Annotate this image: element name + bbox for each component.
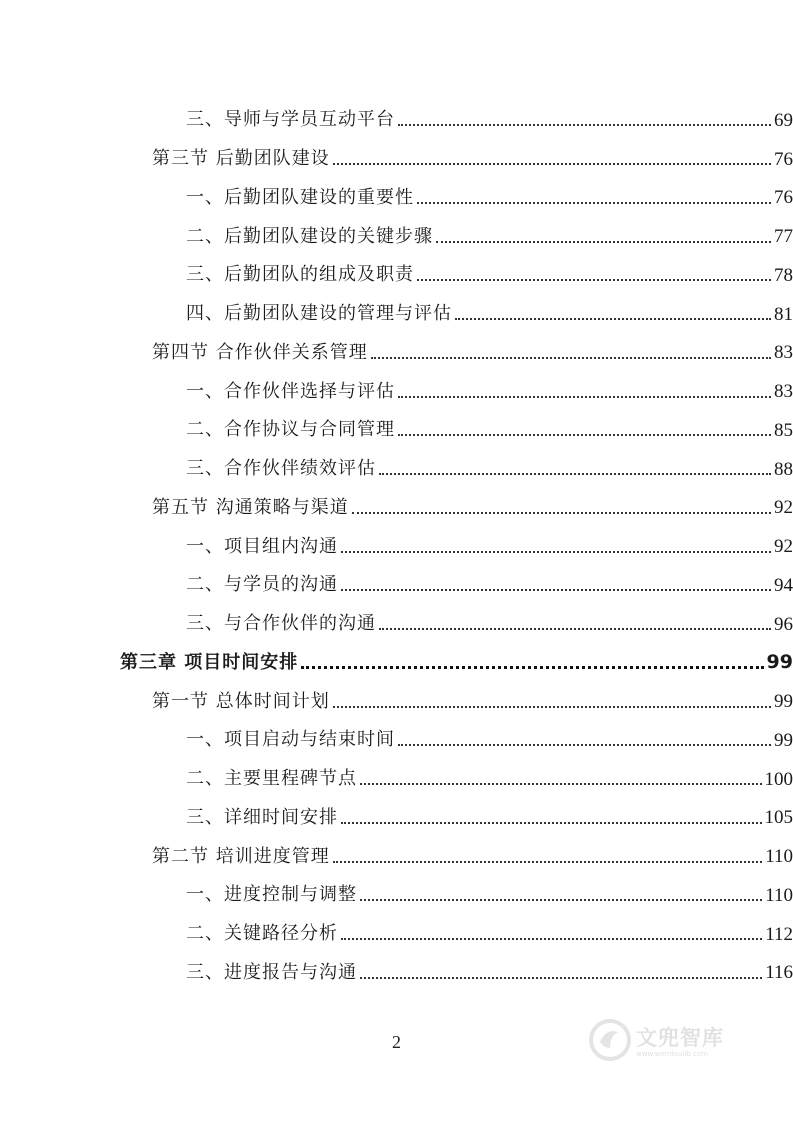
toc-entry-label: 一、项目组内沟通: [186, 535, 338, 557]
toc-entry[interactable]: [0, 915, 793, 954]
toc-entry[interactable]: [0, 450, 793, 489]
watermark-title: 文兜智库: [636, 1026, 724, 1050]
toc-entry-label: 三、后勤团队的组成及职责: [186, 264, 414, 286]
toc-entry-page: 76: [774, 148, 793, 170]
toc-entry-label: 第四节 合作伙伴关系管理: [152, 341, 368, 363]
toc-entry-line: [186, 111, 793, 130]
toc-entry-page: 77: [774, 226, 793, 248]
toc-entry-line: [152, 498, 793, 517]
toc-entry[interactable]: [0, 140, 793, 179]
toc-entry-line: [186, 770, 793, 789]
toc-entry-page: 99: [766, 651, 793, 674]
toc-entry-page: 88: [774, 458, 793, 480]
toc-entry-line: [186, 188, 793, 207]
toc-entry[interactable]: [0, 256, 793, 295]
toc-entry-label: 三、详细时间安排: [186, 806, 338, 828]
toc-dot-leader: [417, 202, 771, 204]
toc-entry-label: 第二节 培训进度管理: [152, 845, 330, 867]
toc-entry-line: [186, 576, 793, 595]
toc-dot-leader: [360, 783, 762, 785]
toc-entry-page: 96: [774, 613, 793, 635]
toc-entry-line: [186, 925, 793, 944]
toc-entry-label: 三、合作伙伴绩效评估: [186, 458, 376, 480]
toc-entry-label: 四、后勤团队建设的管理与评估: [186, 303, 452, 325]
toc-dot-leader: [301, 666, 763, 669]
toc-dot-leader: [360, 899, 762, 901]
toc-entry-line: [152, 692, 793, 711]
toc-entry-line: [120, 653, 793, 672]
toc-entry-label: 第三节 后勤团队建设: [152, 148, 330, 170]
toc-dot-leader: [341, 938, 762, 940]
toc-entry-line: [186, 421, 793, 440]
toc-entry-page: 99: [774, 691, 793, 713]
toc-entry[interactable]: [0, 217, 793, 256]
toc-entry[interactable]: [0, 799, 793, 838]
toc-entry-label: 二、合作协议与合同管理: [186, 419, 395, 441]
toc-entry-label: 一、进度控制与调整: [186, 884, 357, 906]
toc-dot-leader: [341, 551, 771, 553]
toc-entry[interactable]: [0, 179, 793, 218]
toc-entry-page: 112: [765, 923, 793, 945]
toc-entry-page: 99: [774, 729, 793, 751]
toc-dot-leader: [341, 589, 771, 591]
toc-entry-line: [186, 305, 793, 324]
toc-entry-page: 116: [765, 962, 793, 984]
toc-entry-line: [186, 266, 793, 285]
toc-dot-leader: [436, 241, 771, 243]
toc-entry-page: 83: [774, 342, 793, 364]
toc-entry[interactable]: [0, 372, 793, 411]
toc-entry[interactable]: [0, 605, 793, 644]
toc-dot-leader: [398, 744, 771, 746]
watermark-url: www.wendoulib.com: [636, 1050, 708, 1058]
toc-entry-line: [186, 227, 793, 246]
toc-entry-label: 二、关键路径分析: [186, 923, 338, 945]
toc-entry-line: [152, 150, 793, 169]
toc-entry-label: 二、主要里程碑节点: [186, 768, 357, 790]
toc-dot-leader: [379, 628, 771, 630]
toc-entry[interactable]: [0, 411, 793, 450]
toc-entry-page: 105: [764, 807, 793, 829]
toc-dot-leader: [333, 163, 771, 165]
toc-entry[interactable]: [0, 566, 793, 605]
toc-entry-label: 一、项目启动与结束时间: [186, 729, 395, 751]
toc-entry-page: 110: [765, 846, 793, 868]
toc-entry[interactable]: [0, 954, 793, 993]
toc-entry-label: 第三章 项目时间安排: [120, 651, 299, 673]
toc-dot-leader: [398, 124, 771, 126]
toc-entry-page: 78: [774, 264, 793, 286]
toc-entry-label: 二、与学员的沟通: [186, 574, 338, 596]
toc-dot-leader: [398, 396, 771, 398]
toc-entry[interactable]: [0, 760, 793, 799]
toc-entry[interactable]: [0, 101, 793, 140]
toc-entry-line: [186, 731, 793, 750]
toc-entry-label: 二、后勤团队建设的关键步骤: [186, 225, 433, 247]
toc-entry-line: [186, 615, 793, 634]
toc-entry[interactable]: [0, 489, 793, 528]
toc-entry-label: 一、后勤团队建设的重要性: [186, 186, 414, 208]
toc-dot-leader: [398, 434, 771, 436]
toc-entry-label: 一、合作伙伴选择与评估: [186, 380, 395, 402]
toc-entry-line: [186, 886, 793, 905]
toc-entry-page: 92: [774, 536, 793, 558]
toc-dot-leader: [371, 357, 771, 359]
toc-entry[interactable]: [0, 682, 793, 721]
toc-entry[interactable]: [0, 295, 793, 334]
toc-entry[interactable]: [0, 721, 793, 760]
toc-dot-leader: [341, 822, 762, 824]
toc-entry-label: 第一节 总体时间计划: [152, 690, 330, 712]
toc-dot-leader: [333, 706, 771, 708]
page-number: 2: [392, 1032, 401, 1052]
toc-entry-page: 83: [774, 381, 793, 403]
toc-dot-leader: [360, 977, 762, 979]
toc-entry-line: [186, 808, 793, 827]
toc-entry-label: 三、进度报告与沟通: [186, 961, 357, 983]
toc-dot-leader: [417, 279, 771, 281]
toc-entry-page: 85: [774, 419, 793, 441]
wendou-logo-icon: [588, 1018, 632, 1062]
toc-entry-line: [186, 382, 793, 401]
watermark: [588, 1018, 724, 1062]
toc-entry-page: 110: [765, 884, 793, 906]
toc-entry-label: 第五节 沟通策略与渠道: [152, 496, 349, 518]
toc-entry-line: [152, 343, 793, 362]
toc-entry[interactable]: [0, 334, 793, 373]
toc-entry-label: 三、与合作伙伴的沟通: [186, 613, 376, 635]
toc-dot-leader: [455, 318, 771, 320]
toc-entry-page: 100: [764, 768, 793, 790]
toc-entry[interactable]: [0, 644, 793, 683]
toc-entry-line: [152, 847, 793, 866]
toc-entry-line: [186, 460, 793, 479]
toc-entry[interactable]: [0, 527, 793, 566]
toc-entry-page: 76: [774, 187, 793, 209]
toc-entry-line: [186, 537, 793, 556]
toc-dot-leader: [352, 512, 771, 514]
toc-entry-page: 69: [774, 109, 793, 131]
toc-entry-page: 81: [774, 303, 793, 325]
toc-dot-leader: [333, 861, 762, 863]
toc-entry[interactable]: [0, 876, 793, 915]
toc-entry[interactable]: [0, 837, 793, 876]
toc-entry-line: [186, 963, 793, 982]
toc-entry-page: 94: [774, 574, 793, 596]
table-of-contents: [0, 101, 793, 992]
toc-dot-leader: [379, 473, 771, 475]
toc-entry-page: 92: [774, 497, 793, 519]
toc-entry-label: 三、导师与学员互动平台: [186, 109, 395, 131]
watermark-text: [636, 1022, 724, 1058]
